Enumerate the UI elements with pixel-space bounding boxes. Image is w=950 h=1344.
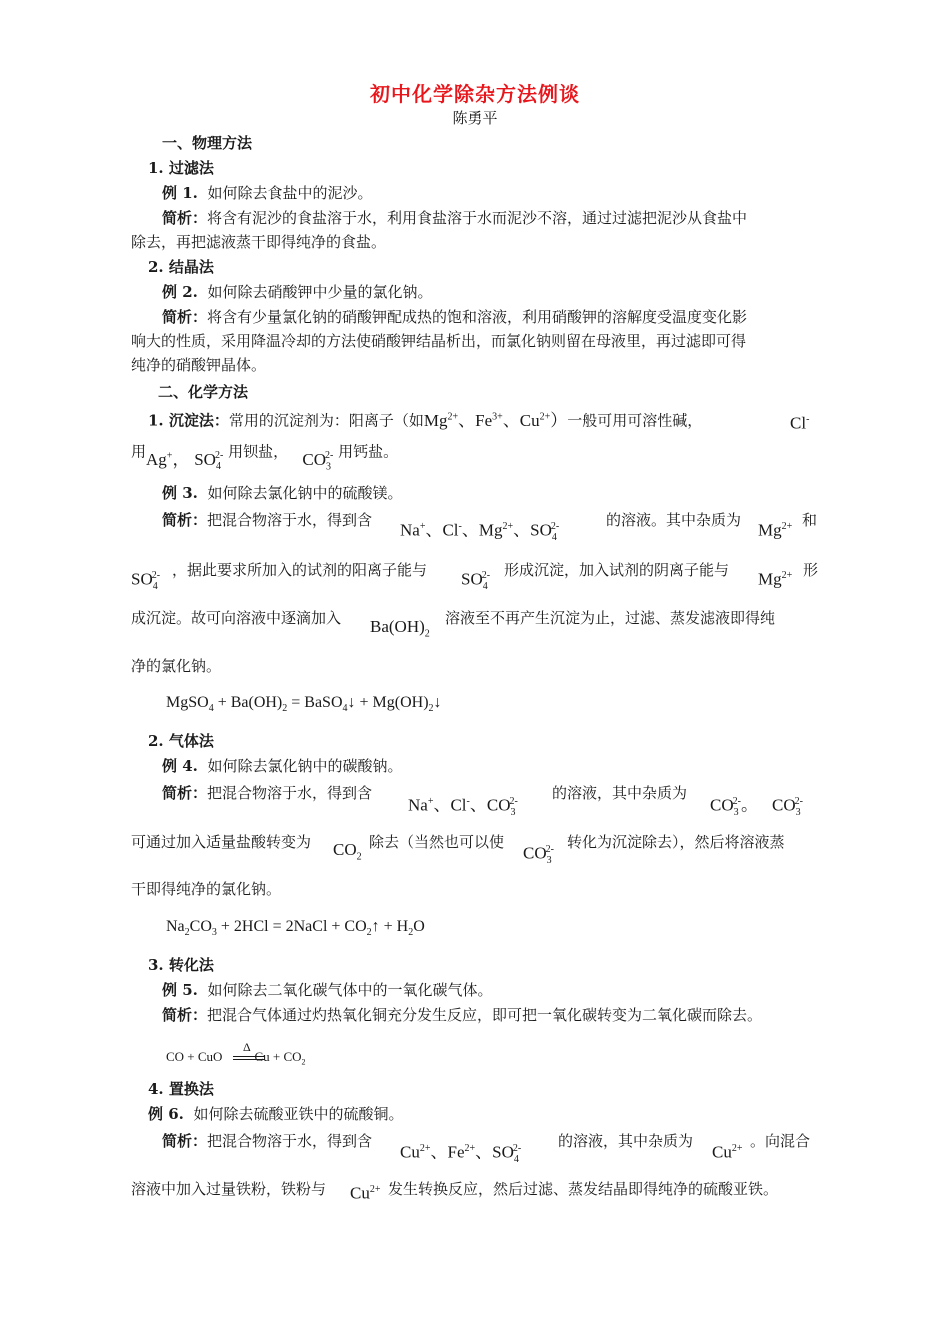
example-label: 例 2. <box>162 283 198 301</box>
formula-baoh2: $Ba(OH)_2$ <box>370 617 430 640</box>
text: ，据此要求所加入的试剂的阳离子能与 <box>172 561 428 579</box>
method-heading-displacement: 4. 置换法 <box>148 1080 214 1098</box>
reaction-line <box>233 1059 265 1060</box>
section-heading-chemical: 二、化学方法 <box>158 383 249 401</box>
text: 一般可用可溶性碱， <box>567 411 703 430</box>
example-1 <box>162 183 372 203</box>
method-heading-crystallization: 2. 结晶法 <box>148 258 214 276</box>
example-4 <box>162 756 402 776</box>
example-5 <box>162 980 492 1000</box>
method-heading-gas: 2. 气体法 <box>148 732 214 750</box>
text: 把混合气体通过灼热氧化铜充分发生反应，即可把一氧化碳转变为二氧化碳而除去。 <box>207 1006 763 1024</box>
analysis-label: 简析： <box>162 308 208 326</box>
method-heading-conversion: 3. 转化法 <box>148 956 214 974</box>
example-3 <box>162 483 402 503</box>
analysis-label: 简析： <box>162 1132 208 1150</box>
formula-ag: Ag+， <box>146 449 190 469</box>
formula-cl: Cl- <box>790 413 810 433</box>
text: 形成沉淀，加入试剂的阴离子能与 <box>504 561 730 579</box>
example-6 <box>148 1104 403 1124</box>
example-text: 如何除去氯化钠中的硫酸镁。 <box>207 484 403 502</box>
analysis-6-line-1 <box>162 1131 372 1151</box>
example-text: 如何除去二氧化碳气体中的一氧化碳气体。 <box>207 981 493 999</box>
example-label: 例 3. <box>162 484 198 502</box>
analysis-1-line-2: 除去，再把滤液蒸干即得纯净的食盐。 <box>131 233 387 251</box>
text: 用钡盐， <box>228 442 289 461</box>
text: 溶液中加入过量铁粉，铁粉与 <box>131 1180 327 1198</box>
text: 转化为沉淀除去），然后将溶液蒸 <box>567 833 785 851</box>
example-label: 例 4. <box>162 757 198 775</box>
text: 把混合物溶于水，得到含 <box>207 784 373 802</box>
example-label: 例 1. <box>162 184 198 202</box>
document-title: 初中化学除杂方法例谈 <box>370 82 580 106</box>
formula-so4: $SO_4^{2-}$ <box>131 569 161 593</box>
formula-cu: $Cu^{2+}$ <box>350 1183 381 1203</box>
example-text: 如何除去氯化钠中的碳酸钠。 <box>207 757 403 775</box>
analysis-text: 将含有少量氯化钠的硝酸钾配成热的饱和溶液，利用硝酸钾的溶解度受温度变化影 <box>207 308 748 326</box>
text: 净的氯化钠。 <box>131 657 222 675</box>
example-label: 例 6. <box>148 1105 184 1123</box>
formula-cations: $Mg^{2+}$、$Fe^{3+}$、$Cu^{2+}$） <box>423 410 568 430</box>
example-2 <box>162 282 432 302</box>
analysis-2-line-2: 响大的性质，采用降温冷却的方法使硝酸钾结晶析出，而氯化钠则留在母液里，再过滤即可得 <box>131 332 747 350</box>
text: 用钙盐。 <box>338 442 399 461</box>
text: 的溶液，其中杂质为 <box>552 784 688 802</box>
equation-1: MgSO$_4$ + $Ba(OH)_2$ = BaSO$_4$↓ + $Mg(OH)_2↓$ <box>166 694 442 715</box>
text: 除去（当然也可以使 <box>369 833 505 851</box>
analysis-text: 将含有泥沙的食盐溶于水，利用食盐溶于水而泥沙不溶，通过过滤把泥沙从食盐中 <box>207 209 748 227</box>
text: 的溶液。其中杂质为 <box>606 511 742 529</box>
method-heading-precipitation: 1. 沉淀法： <box>148 411 229 430</box>
text: 成沉淀。故可向溶液中逐滴加入 <box>131 609 342 627</box>
example-text: 如何除去食盐中的泥沙。 <box>207 184 373 202</box>
analysis-3-line-1 <box>162 510 372 530</box>
reaction-line <box>233 1056 265 1057</box>
formula-ions-6: $Cu^{2+}$、$Fe^{2+}$、$SO_4^{2-}$ <box>400 1142 522 1166</box>
text: 形 <box>803 561 819 579</box>
analysis-4-line-1 <box>162 783 372 803</box>
text: 用 <box>131 442 147 461</box>
formula-ions-3: Na+、Cl-、$Mg^{2+}$、$SO_4^{2-}$ <box>400 520 560 544</box>
analysis-label: 简析： <box>162 209 208 227</box>
formula-co3: $CO_3^{2-}$ <box>523 843 554 867</box>
precipitation-intro-line-2 <box>131 438 399 473</box>
formula-cu: $Cu^{2+}$ <box>712 1142 743 1162</box>
formula-co3: $CO_3^{2-}$ <box>302 449 334 473</box>
example-text: 如何除去硫酸亚铁中的硫酸铜。 <box>193 1105 404 1123</box>
text: 。向混合 <box>750 1132 811 1150</box>
formula-so4: $SO_4^{2-}$ <box>194 449 224 473</box>
text: 常用的沉淀剂为：阳离子（如 <box>228 411 424 430</box>
precipitation-intro-line-1 <box>148 407 702 431</box>
formula-ions-4: Na+、Cl-、$CO_3^{2-}$ <box>408 795 518 819</box>
text: 把混合物溶于水，得到含 <box>207 1132 373 1150</box>
example-text: 如何除去硝酸钾中少量的氯化钠。 <box>207 283 433 301</box>
text: 和 <box>802 511 818 529</box>
analysis-5 <box>162 1005 762 1025</box>
formula-co2: $CO_2$ <box>333 840 362 863</box>
analysis-label: 简析： <box>162 784 208 802</box>
text: 的溶液，其中杂质为 <box>558 1132 694 1150</box>
document-author: 陈勇平 <box>452 109 498 127</box>
formula-co3: $CO_3^{2-}$ <box>772 795 803 819</box>
method-heading-filtration: 1. 过滤法 <box>148 159 214 177</box>
text: 发生转换反应，然后过滤、蒸发结晶即得纯净的硫酸亚铁。 <box>388 1180 779 1198</box>
analysis-2-line-3: 纯净的硝酸钾晶体。 <box>131 356 267 374</box>
formula-so4: $SO_4^{2-}$ <box>461 569 491 593</box>
formula-mg: $Mg^{2+}$ <box>758 569 793 589</box>
analysis-1-line-1 <box>162 208 747 228</box>
equation-2: $Na_2CO_3 + 2HCl$ = 2NaCl + $CO_2↑ + H_2O$ <box>166 918 425 939</box>
formula-co3: $CO_3^{2-}$。 <box>710 795 758 819</box>
analysis-label: 简析： <box>162 511 208 529</box>
analysis-2-line-1 <box>162 307 747 327</box>
section-heading-physical: 一、物理方法 <box>162 134 253 152</box>
analysis-label: 简析： <box>162 1006 208 1024</box>
text: 溶液至不再产生沉淀为止，过滤、蒸发滤液即得纯 <box>445 609 776 627</box>
text: 可通过加入适量盐酸转变为 <box>131 833 312 851</box>
example-label: 例 5. <box>162 981 198 999</box>
text: 干即得纯净的氯化钠。 <box>131 880 282 898</box>
formula-mg: $Mg^{2+}$ <box>758 520 793 540</box>
heat-symbol: Δ <box>243 1040 251 1054</box>
equation-3: CO + CuO $Cu + CO_2$ <box>166 1049 306 1067</box>
text: 把混合物溶于水，得到含 <box>207 511 373 529</box>
